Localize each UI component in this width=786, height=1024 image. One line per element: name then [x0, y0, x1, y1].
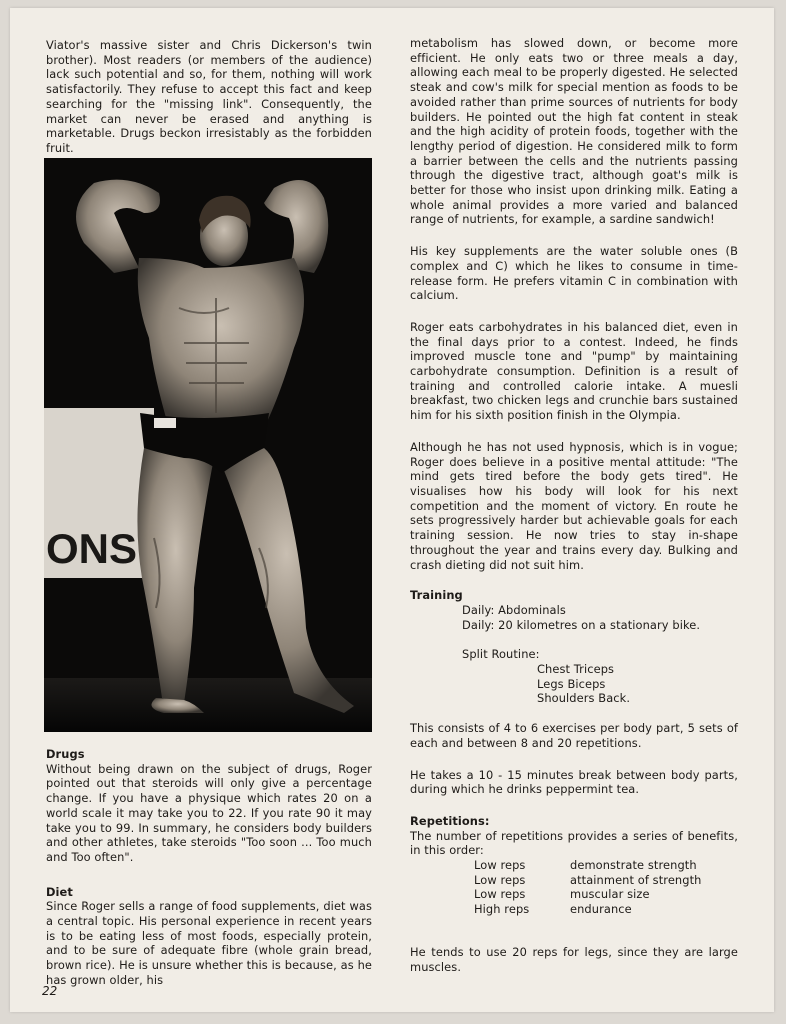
banner-text: ONS: [46, 525, 138, 572]
drugs-heading: Drugs: [46, 747, 85, 761]
drugs-paragraph: Without being drawn on the subject of drugs, Roger pointed out that steroids will only give a percentage change. If you have a physique which rates 20 on a world scale it may take you to 22. If you rate 90 it may take you to 99. In summary, he considers body builders and other athletes, take steroids "Too soon ... Too much and Too often".: [46, 761, 372, 864]
metabolism-paragraph: metabolism has slowed down, or become more efficient. He only eats two or three meals a day, allowing each meal to be properly digested. He selected steak and cow's milk for special mention as foods to be avoided rather than prime sources of nutrients for body builders. He pointed out the high fat content in steak and the high acidity of protein foods, together with the lengthy period of digestion. He considered milk to form a barrier between the cells and the nutrients passing through the digestive tract, although goat's milk is better for those who insist upon drinking milk. Eating a whole animal provides a more varied and balanced range of nutrients, for example, a sardine sandwich!: [410, 36, 738, 227]
repetitions-table: [410, 858, 738, 917]
repetitions-intro: The number of repetitions provides a series of benefits, in this order:: [410, 828, 738, 858]
supplements-paragraph: His key supplements are the water soluble ones (B complex and C) which he likes to consume in time-release form. He prefers vitamin C in combination with calcium.: [410, 244, 738, 303]
carbohydrates-paragraph: Roger eats carbohydrates in his balanced diet, even in the final days prior to a contest. Indeed, he finds improved muscle tone and "pump" by maintaining carbohydrate consumption. Definition is a result of training and controlled calorie intake. A muesli breakfast, two chicken legs and crunchie bars sustained him for his sixth position finish in the Olympia.: [410, 319, 738, 423]
left-column-lower: [46, 747, 372, 988]
diet-heading: Diet: [46, 884, 73, 899]
daily-abdominals: Daily: Abdominals: [462, 602, 566, 617]
training-heading: Training: [410, 588, 463, 603]
daily-bike: Daily: 20 kilometres on a stationary bike.: [462, 617, 701, 632]
bodybuilder-photo: [44, 158, 372, 732]
reps-type: Low reps: [474, 858, 526, 873]
legs-reps-paragraph: He tends to use 20 reps for legs, since they are large muscles.: [410, 944, 738, 974]
reps-benefit: endurance: [570, 902, 632, 917]
break-paragraph: He takes a 10 - 15 minutes break between body parts, during which he drinks peppermint tea.: [410, 767, 738, 797]
split-chest-triceps: Chest Triceps: [537, 662, 615, 677]
left-column: [46, 38, 372, 156]
repetitions-heading: Repetitions:: [410, 813, 490, 828]
diet-paragraph: Since Roger sells a range of food supplements, diet was a central topic. His personal experience in recent years is to be eating less of most foods, especially protein, and to be sure of adequate fibre (whole grain bread, brown rice). He is unsure whether this is because, as he has grown older, his: [46, 899, 372, 987]
reps-type: Low reps: [474, 872, 526, 887]
reps-benefit: attainment of strength: [570, 872, 702, 887]
exercises-paragraph: This consists of 4 to 6 exercises per body part, 5 sets of each and between 8 and 20 repetitions.: [410, 721, 738, 750]
magazine-page: [10, 8, 774, 1012]
reps-benefit: muscular size: [570, 887, 650, 902]
reps-benefit: demonstrate strength: [570, 858, 697, 873]
split-legs-biceps: Legs Biceps: [537, 676, 606, 691]
reps-type: High reps: [474, 902, 530, 917]
reps-type: Low reps: [474, 887, 526, 902]
intro-paragraph: Viator's massive sister and Chris Dickerson's twin brother). Most readers (or members of the audience) lack such potential and so, for them, nothing will work satisfactorily. They refuse to accept this fact and keep searching for the "missing link". Consequently, the market can never be erased and anything is marketable. Drugs beckon irresistably as the forbidden fruit.: [46, 38, 372, 155]
right-column: [410, 36, 738, 974]
split-routine-label: Split Routine:: [462, 647, 540, 662]
attitude-paragraph: Although he has not used hypnosis, which is in vogue; Roger does believe in a positive mental attitude: "The mind gets tired before the body gets tired". He visualises how his body will look for his next competition and the moment of victory. En route he sets progressively harder but achievable goals for each training session. He now tries to stay in-shape throughout the year and trains every day. Bulking and crash dieting did not suit him.: [410, 439, 738, 572]
bodybuilder-image: [44, 158, 372, 732]
page-number: 22: [42, 984, 58, 998]
split-shoulders-back: Shoulders Back.: [537, 691, 631, 706]
